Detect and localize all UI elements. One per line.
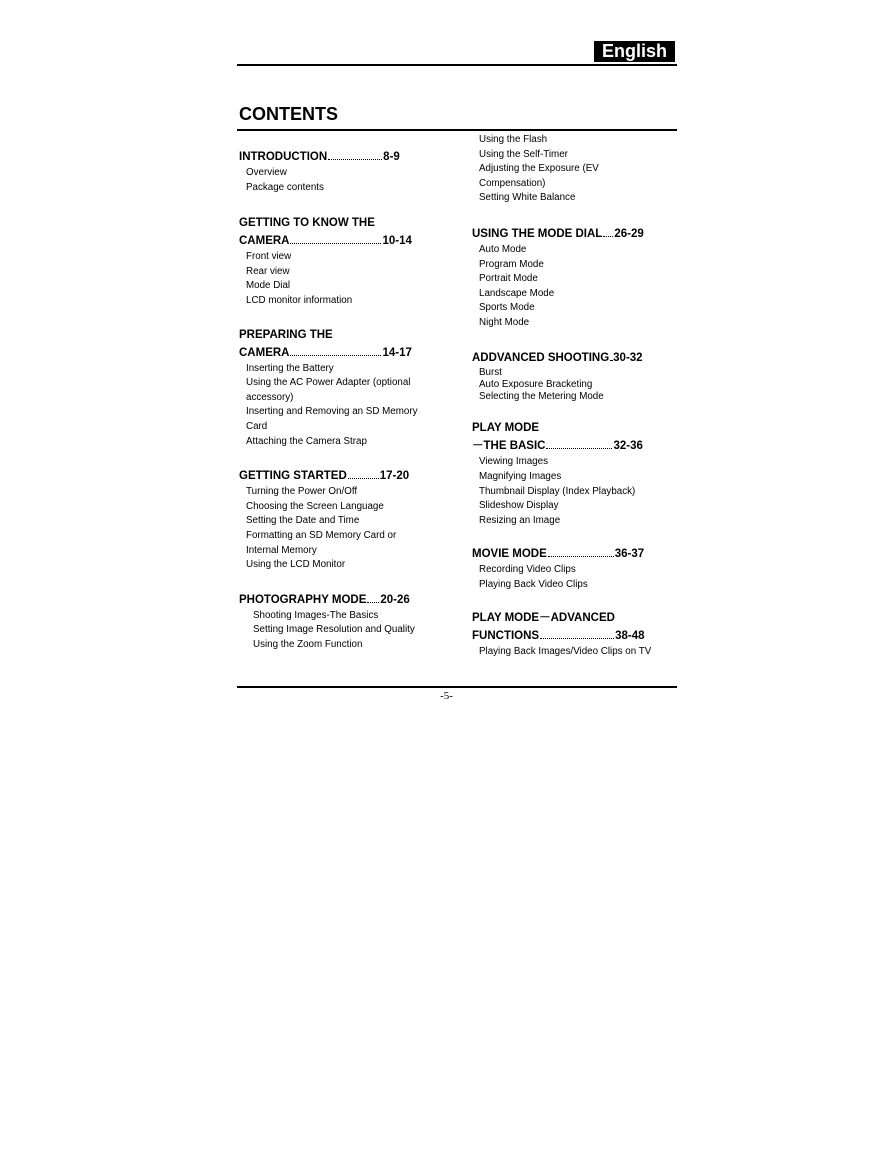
toc-item[interactable]: Burst xyxy=(479,366,502,378)
toc-section-mode-dial xyxy=(472,225,682,331)
toc-item[interactable]: Setting the Date and Time xyxy=(246,515,360,527)
toc-item[interactable]: Using the Zoom Function xyxy=(253,638,363,650)
header-rule xyxy=(237,64,677,66)
toc-heading[interactable]: PHOTOGRAPHY MODE 20-26 xyxy=(239,591,454,609)
toc-item[interactable]: Package contents xyxy=(246,181,324,193)
toc-item[interactable]: Card xyxy=(246,420,268,432)
toc-section-introduction xyxy=(239,148,454,195)
toc-section-preparing xyxy=(239,327,454,450)
toc-section-play-advanced xyxy=(472,610,682,660)
toc-item[interactable]: Internal Memory xyxy=(246,544,317,556)
toc-section-getting-started xyxy=(239,467,454,573)
title-rule xyxy=(237,129,677,131)
toc-item[interactable]: Auto Exposure Bracketing xyxy=(479,378,593,390)
leader-dots xyxy=(603,225,613,237)
leader-dots xyxy=(540,627,614,639)
toc-item[interactable]: Front view xyxy=(246,251,292,263)
toc-item[interactable]: Mode Dial xyxy=(246,280,291,292)
leader-dots xyxy=(328,148,382,160)
toc-heading[interactable]: ADDVANCED SHOOTING 30-32 xyxy=(472,349,682,367)
toc-item[interactable]: Adjusting the Exposure (EV xyxy=(479,163,599,175)
toc-item[interactable]: Slideshow Display xyxy=(479,500,559,512)
toc-heading[interactable]: PREPARING THE xyxy=(239,328,333,341)
toc-section-getting-to-know xyxy=(239,215,454,308)
toc-item[interactable]: Shooting Images-The Basics xyxy=(253,609,379,621)
toc-heading[interactable]: GETTING TO KNOW THE xyxy=(239,217,375,230)
toc-heading[interactable]: FUNCTIONS 38-48 xyxy=(472,627,682,645)
toc-item[interactable]: Rear view xyxy=(246,265,290,277)
toc-item[interactable]: Inserting the Battery xyxy=(246,362,334,374)
toc-item[interactable]: LCD monitor information xyxy=(246,294,353,306)
language-badge: English xyxy=(594,41,675,62)
toc-item[interactable]: Sports Mode xyxy=(479,302,535,314)
toc-item[interactable]: Setting Image Resolution and Quality xyxy=(253,624,415,636)
toc-item[interactable]: Auto Mode xyxy=(479,243,527,255)
toc-item[interactable]: accessory) xyxy=(246,391,294,403)
toc-item[interactable]: Thumbnail Display (Index Playback) xyxy=(479,485,636,497)
leader-dots xyxy=(348,467,379,479)
footer-rule xyxy=(237,686,677,688)
toc-section-play-basic xyxy=(472,420,682,528)
toc-heading[interactable]: GETTING STARTED 17-20 xyxy=(239,467,454,485)
toc-right-column xyxy=(472,133,682,659)
toc-section-advanced-shooting xyxy=(472,349,682,404)
toc-item[interactable]: Playing Back Images/Video Clips on TV xyxy=(479,645,652,657)
toc-item[interactable]: Portrait Mode xyxy=(479,273,538,285)
toc-item[interactable]: Setting White Balance xyxy=(479,192,576,204)
toc-heading[interactable]: CAMERA 14-17 xyxy=(239,344,454,362)
leader-dots xyxy=(610,349,612,361)
toc-item[interactable]: Landscape Mode xyxy=(479,287,555,299)
toc-item[interactable]: Resizing an Image xyxy=(479,514,561,526)
leader-dots xyxy=(548,545,614,557)
leader-dots xyxy=(290,232,381,244)
toc-item[interactable]: Program Mode xyxy=(479,258,544,270)
toc-item[interactable]: Attaching the Camera Strap xyxy=(246,435,367,447)
toc-item[interactable]: Overview xyxy=(246,167,287,178)
toc-section-movie xyxy=(472,545,682,592)
leader-dots xyxy=(367,591,379,603)
toc-heading[interactable]: PLAY MODE－ADVANCED xyxy=(472,611,615,624)
toc-item[interactable]: Formatting an SD Memory Card or xyxy=(246,529,397,541)
toc-section-photography-continued xyxy=(472,133,682,206)
toc-item[interactable]: Magnifying Images xyxy=(479,471,562,483)
toc-section-photography xyxy=(239,591,454,653)
toc-item[interactable]: Turning the Power On/Off xyxy=(246,486,358,498)
toc-heading[interactable]: CAMERA 10-14 xyxy=(239,232,454,250)
toc-item[interactable]: Inserting and Removing an SD Memory xyxy=(246,406,418,418)
toc-item[interactable]: Using the Self-Timer xyxy=(479,148,568,160)
toc-item[interactable]: Selecting the Metering Mode xyxy=(479,391,604,403)
toc-heading[interactable]: USING THE MODE DIAL 26-29 xyxy=(472,225,682,243)
toc-item[interactable]: Choosing the Screen Language xyxy=(246,500,384,512)
toc-item[interactable]: Using the Flash xyxy=(479,134,548,145)
toc-item[interactable]: Recording Video Clips xyxy=(479,564,576,576)
toc-item[interactable]: Playing Back Video Clips xyxy=(479,578,588,590)
toc-heading[interactable]: PLAY MODE xyxy=(472,422,540,435)
page-number: -5- xyxy=(440,690,453,702)
toc-item[interactable]: Night Mode xyxy=(479,316,530,328)
page-title: CONTENTS xyxy=(239,104,338,124)
toc-item[interactable]: Using the LCD Monitor xyxy=(246,559,346,571)
toc-item[interactable]: Using the AC Power Adapter (optional xyxy=(246,377,411,389)
leader-dots xyxy=(546,437,612,449)
toc-heading[interactable]: INTRODUCTION 8-9 xyxy=(239,148,454,166)
toc-heading[interactable]: －THE BASIC 32-36 xyxy=(472,437,682,455)
leader-dots xyxy=(290,344,381,356)
toc-item[interactable]: Viewing Images xyxy=(479,456,548,468)
toc-heading[interactable]: MOVIE MODE 36-37 xyxy=(472,545,682,563)
toc-left-column xyxy=(239,148,454,652)
toc-item[interactable]: Compensation) xyxy=(479,177,546,189)
